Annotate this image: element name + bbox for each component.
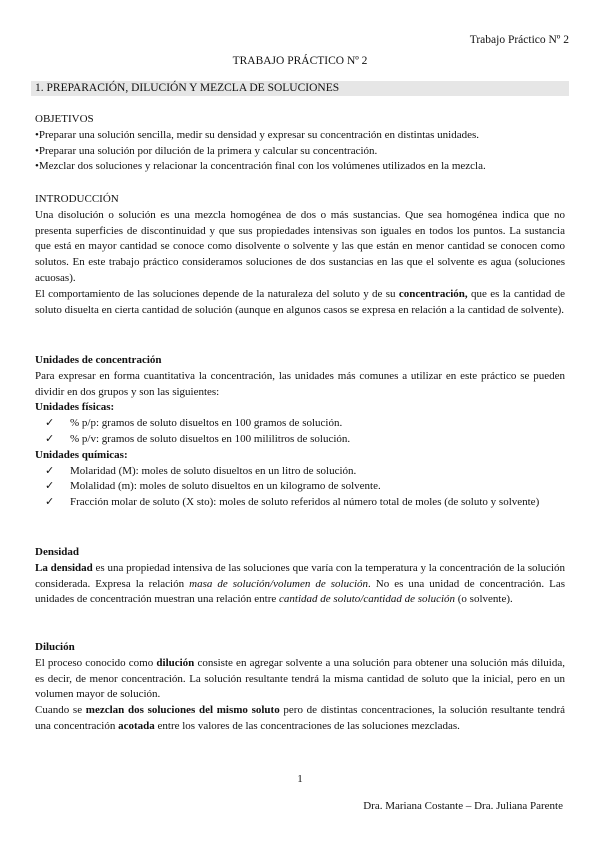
text-run: consiste en agregar solvente a una solución para obtener una solución más diluida, es decir, de menor concentración. La solución resultante tendrá la misma cantidad de soluto que la inicial, pero en un volumen mayor de solución. bbox=[35, 656, 565, 701]
list-item-text: Fracción molar de soluto (X sto): moles de soluto referidos al número total de moles (de soluto y solvente) bbox=[70, 496, 540, 509]
unidades-fisicas-heading-text: Unidades físicas: bbox=[35, 401, 115, 414]
text-run: El proceso conocido como bbox=[35, 656, 157, 669]
text-run: pero de distintas concentraciones, la solución resultante tendrá una concentración bbox=[35, 704, 565, 732]
check-icon: ✓ bbox=[45, 480, 55, 493]
list-item bbox=[35, 432, 565, 448]
dilucion-paragraph-2 bbox=[35, 703, 565, 735]
list-item bbox=[35, 495, 565, 511]
bold-term-concentracion: concentración, bbox=[398, 287, 468, 300]
bold-term-mezcla: mezclan dos soluciones del mismo soluto bbox=[85, 704, 280, 717]
text-run: (o solvente). bbox=[455, 593, 513, 606]
objetivos-section bbox=[35, 112, 565, 175]
list-item-text: Molaridad (M): moles de soluto disueltos en un litro de solución. bbox=[70, 464, 357, 477]
section-title-bar bbox=[31, 81, 569, 96]
dilucion-heading-text: Dilución bbox=[35, 641, 75, 653]
introduccion-paragraph-2 bbox=[35, 287, 565, 319]
check-icon: ✓ bbox=[45, 464, 55, 477]
dilucion-heading bbox=[35, 640, 565, 656]
bold-term-dilucion: dilución bbox=[156, 656, 195, 669]
list-item bbox=[35, 479, 565, 495]
list-item-text: Molalidad (m): moles de soluto disueltos en un kilogramo de solvente. bbox=[70, 480, 381, 493]
footer-authors: Dra. Mariana Costante – Dra. Juliana Parente bbox=[363, 800, 563, 812]
document-title: TRABAJO PRÁCTICO Nº 2 bbox=[232, 55, 368, 67]
unidades-fisicas-heading bbox=[35, 400, 565, 416]
objetivos-heading: OBJETIVOS bbox=[35, 113, 94, 125]
check-icon: ✓ bbox=[45, 417, 55, 430]
objetivo-item: •Preparar una solución sencilla, medir su densidad y expresar su concentración en distintas unidades. bbox=[35, 128, 480, 141]
dilucion-section bbox=[35, 640, 565, 735]
text-run: entre los valores de las concentraciones de las soluciones mezcladas. bbox=[154, 719, 460, 732]
unidades-heading-text: Unidades de concentración bbox=[35, 354, 162, 366]
list-item bbox=[35, 416, 565, 432]
densidad-section bbox=[35, 545, 565, 608]
unidades-heading bbox=[35, 353, 565, 369]
text-run: Cuando se bbox=[35, 704, 86, 717]
densidad-heading-text: Densidad bbox=[35, 546, 80, 558]
unidades-quimicas-heading bbox=[35, 448, 565, 464]
densidad-paragraph bbox=[35, 561, 565, 608]
objetivo-item: •Preparar una solución por dilución de la primera y calcular su concentración. bbox=[35, 144, 378, 157]
introduccion-paragraph-1: Una disolución o solución es una mezcla homogénea de dos o más sustancias. Que sea homogénea indica que no presenta superficies de discontinuidad y que sus propiedades intensivas son iguales en todos los puntos. La sustancia que está en mayor cantidad se conoce como disolvente o solvente y las que están en menor cantidad se conocen como solutos. En este trabajo práctico consideramos soluciones de dos sustancias en las que el solvente es agua (soluciones acuosas). bbox=[35, 208, 565, 284]
italic-term: cantidad de soluto/cantidad de solución bbox=[279, 593, 456, 606]
unidades-intro: Para expresar en forma cuantitativa la concentración, las unidades más comunes a utilizar en este práctico se pueden dividir en dos grupos y son las siguientes: bbox=[35, 369, 565, 398]
unidades-quimicas-heading-text: Unidades químicas: bbox=[35, 448, 128, 461]
bold-term-acotada: acotada bbox=[118, 719, 155, 732]
introduccion-section bbox=[35, 192, 565, 318]
check-icon: ✓ bbox=[45, 432, 55, 445]
text-run: es una propiedad intensiva de las soluciones que varía con la temperatura y la concentración de la solución considerada. Expresa la relación bbox=[35, 561, 565, 590]
section-title: 1. PREPARACIÓN, DILUCIÓN Y MEZCLA DE SOLUCIONES bbox=[35, 82, 340, 94]
list-item-text: % p/v: gramos de soluto disueltos en 100 mililitros de solución. bbox=[70, 432, 351, 445]
bold-term-densidad: La densidad bbox=[35, 561, 93, 574]
text-run: . No es una unidad de concentración. Las unidades de concentración muestran una relación entre bbox=[35, 577, 565, 606]
unidades-section bbox=[35, 353, 565, 511]
text-run: El comportamiento de las soluciones depende de la naturaleza del soluto y de su bbox=[35, 287, 399, 300]
italic-term: masa de solución/volumen de solución bbox=[189, 577, 369, 590]
densidad-heading bbox=[35, 545, 565, 561]
running-header: Trabajo Práctico Nº 2 bbox=[469, 34, 569, 46]
introduccion-heading: INTRODUCCIÓN bbox=[35, 193, 119, 205]
page-number: 1 bbox=[297, 773, 303, 785]
check-icon: ✓ bbox=[45, 496, 55, 509]
text-run: que es la cantidad de soluto disuelta en cierta cantidad de solución (aunque en algunos casos se expresa en relación a la cantidad de solvente). bbox=[35, 287, 565, 316]
objetivo-item: •Mezclar dos soluciones y relacionar la concentración final con los volúmenes utilizados en la mezcla. bbox=[35, 160, 486, 173]
list-item bbox=[35, 464, 565, 480]
dilucion-paragraph-1 bbox=[35, 656, 565, 703]
list-item-text: % p/p: gramos de soluto disueltos en 100 gramos de solución. bbox=[70, 417, 343, 430]
